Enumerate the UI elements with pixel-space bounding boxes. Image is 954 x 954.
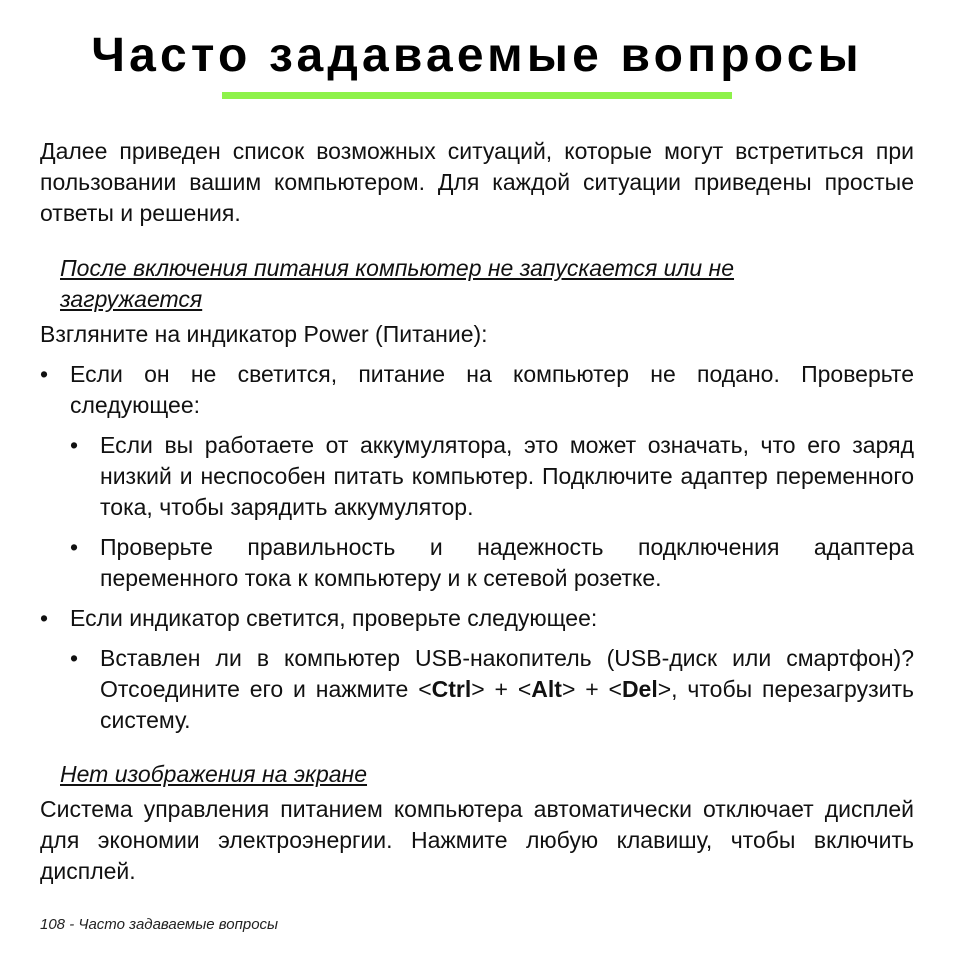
sub-list <box>70 430 914 594</box>
bullet-icon: • <box>70 645 79 671</box>
text-run: > + < <box>561 676 622 702</box>
no-display-paragraph: Система управления питанием компьютера автоматически отключает дисплей для экономии электроэнергии. Нажмите любую клавишу, чтобы включить дисплей. <box>40 796 914 884</box>
list-item <box>70 532 914 594</box>
key-alt: Alt <box>531 676 562 702</box>
list-item-text: Проверьте правильность и надежность подключения адаптера переменного тока к компьютеру и к сетевой розетке. <box>100 534 914 591</box>
page-footer: 108 - Часто задаваемые вопросы <box>40 916 279 933</box>
text-run: > + < <box>471 676 532 702</box>
text-run: Вставлен ли в компьютер USB-накопитель (USB-диск или смартфон)? Отсоедините его и нажмите < <box>100 645 914 702</box>
list-item-text: Если вы работаете от аккумулятора, это может означать, что его заряд низкий и неспособен питать компьютер. Подключите адаптер переменного тока, чтобы зарядить аккумулятор. <box>100 432 914 520</box>
bullet-icon: • <box>70 432 79 458</box>
key-del: Del <box>621 676 658 702</box>
list-item <box>70 430 914 523</box>
list-item <box>40 359 914 594</box>
key-ctrl: Ctrl <box>431 676 472 702</box>
list-item-text <box>100 643 914 736</box>
section-heading-no-boot[interactable]: После включения питания компьютер не запускается или не загружается <box>60 255 735 312</box>
intro-paragraph: Далее приведен список возможных ситуаций, которые могут встретиться при пользовании вашим компьютером. Для каждой ситуации приведены простые ответы и решения. <box>40 138 914 226</box>
list-item <box>40 603 915 736</box>
sub-list <box>70 643 914 736</box>
list-item-text: Если он не светится, питание на компьютер не подано. Проверьте следующее: <box>70 361 914 418</box>
power-checklist <box>40 359 914 736</box>
list-item <box>70 643 915 736</box>
list-item-text: Если индикатор светится, проверьте следующее: <box>70 605 598 631</box>
bullet-icon: • <box>40 361 49 387</box>
bullet-icon: • <box>40 605 49 631</box>
page-content <box>40 0 914 887</box>
title-underline <box>222 92 732 99</box>
text-run: >, чтобы перезагрузить систему. <box>100 676 915 733</box>
section-heading-no-display[interactable]: Нет изображения на экране <box>60 761 368 787</box>
page-title: Часто задаваемые вопросы <box>91 29 863 82</box>
bullet-icon: • <box>70 534 79 560</box>
power-indicator-lead: Взгляните на индикатор Power (Питание): <box>40 321 488 347</box>
